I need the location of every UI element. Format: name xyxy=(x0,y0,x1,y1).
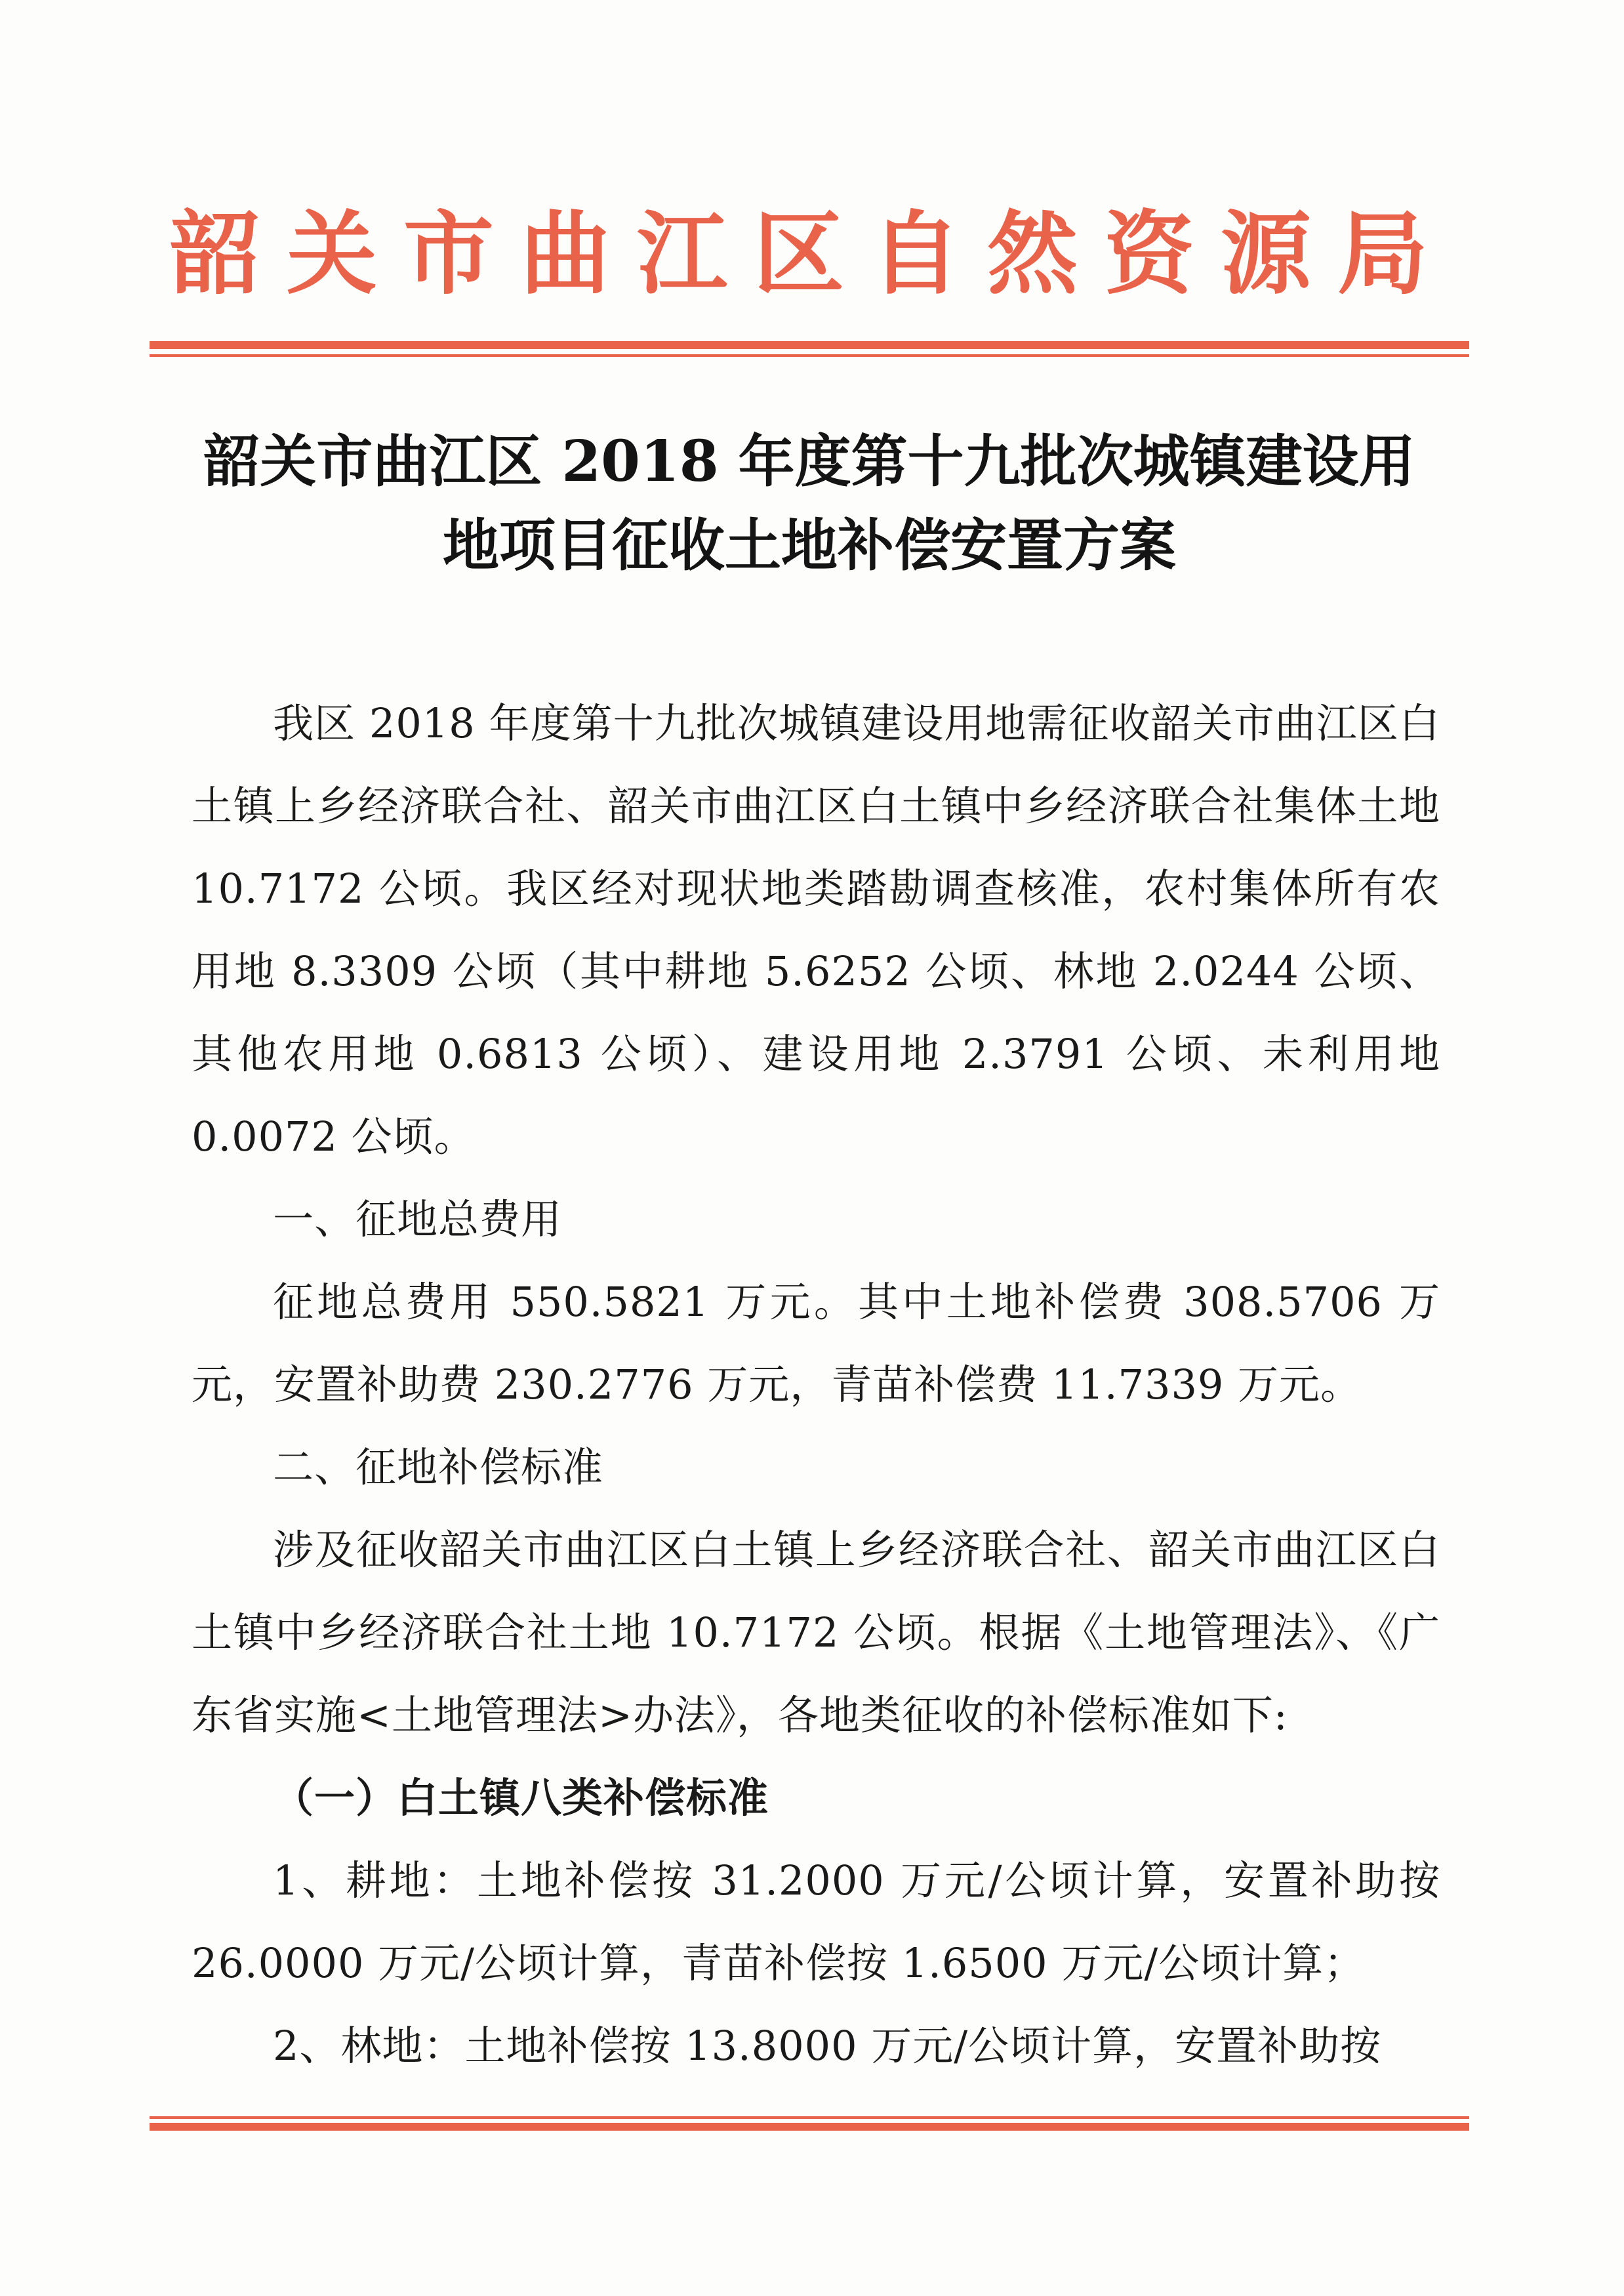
document-title-line-2: 地项目征收土地补偿安置方案 xyxy=(443,512,1176,579)
paragraph-forest: 2、林地：土地补偿按 13.8000 万元/公顷计算，安置补助按 xyxy=(273,2022,1382,2070)
paragraph-standards: 涉及征收韶关市曲江区白土镇上乡经济联合社、韶关市曲江区白土镇中乡经济联合社土地 10.7172 公顷。根据《土地管理法》、《广东省实施<土地管理法>办法》，各地类征收的补偿标准如下: xyxy=(192,1526,1440,1739)
footer-rule-thick xyxy=(150,2123,1469,2131)
subsection-heading-baitu: （一）白土镇八类补偿标准 xyxy=(273,1774,769,1822)
section-heading-total-cost: 一、征地总费用 xyxy=(273,1195,563,1243)
paragraph-intro: 我区 2018 年度第十九批次城镇建设用地需征收韶关市曲江区白土镇上乡经济联合社、韶关市曲江区白土镇中乡经济联合社集体土地 10.7172 公顷。我区经对现状地类踏勘调查核准，农村集体所有农用地 8.3309 公顷（其中耕地 5.6252 公顷、林地 2.0244 公顷、其他农用地 0.6813 公顷）、建设用地 2.3791 公顷、未利用地 0.0072 公顷。 xyxy=(192,699,1440,1160)
paragraph-farmland: 1、耕地：土地补偿按 31.2000 万元/公顷计算，安置补助按 26.0000 万元/公顷计算，青苗补偿按 1.6500 万元/公顷计算； xyxy=(192,1856,1440,1987)
document-title-line-1: 韶关市曲江区 2018 年度第十九批次城镇建设用 xyxy=(203,428,1415,495)
document-body xyxy=(192,682,1440,2087)
footer-rule-thin xyxy=(150,2116,1469,2119)
paragraph-total-cost: 征地总费用 550.5821 万元。其中土地补偿费 308.5706 万元，安置补助费 230.2776 万元，青苗补偿费 11.7339 万元。 xyxy=(192,1278,1440,1408)
document-title xyxy=(150,420,1469,588)
letterhead-title: 韶关市曲江区自然资源局 xyxy=(169,200,1454,307)
header-rule-thick xyxy=(150,341,1469,349)
header-rule-thin xyxy=(150,354,1469,357)
section-heading-standards: 二、征地补偿标准 xyxy=(273,1443,604,1491)
